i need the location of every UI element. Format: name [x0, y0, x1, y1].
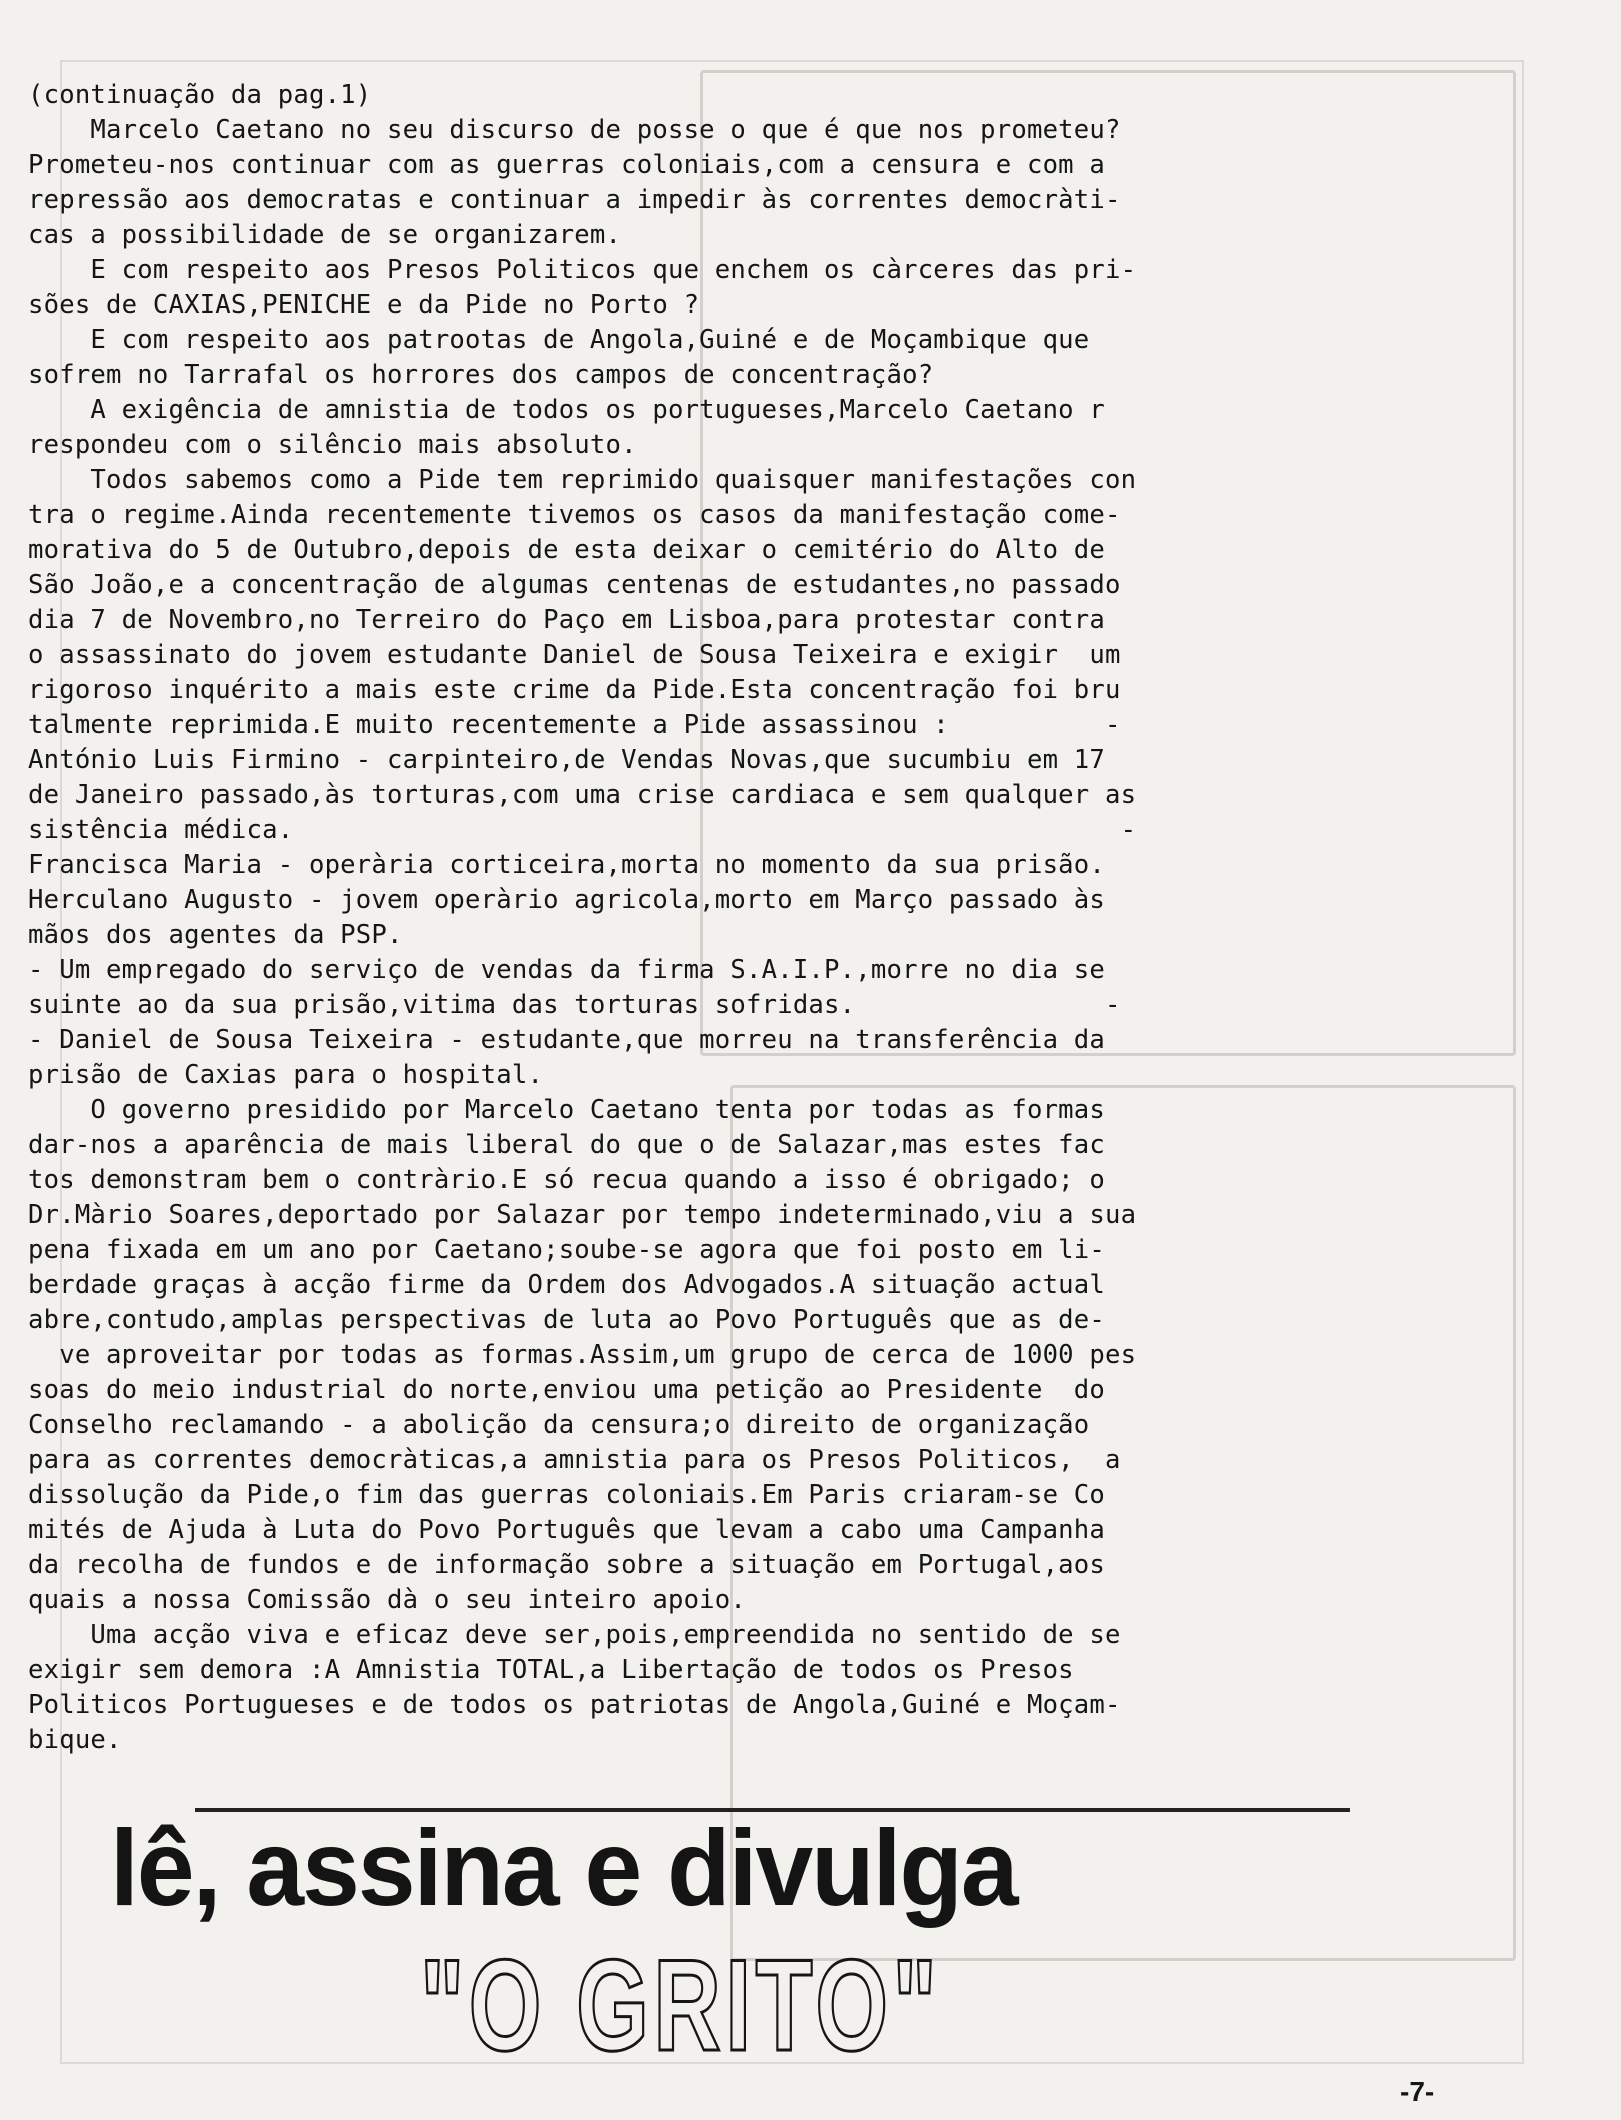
article-line: soas do meio industrial do norte,enviou uma petição ao Presidente do — [28, 1375, 1106, 1405]
article-line: São João,e a concentração de algumas centenas de estudantes,no passado — [28, 570, 1121, 600]
article-line: sões de CAXIAS,PENICHE e da Pide no Porto ? — [28, 290, 700, 320]
article-line: cas a possibilidade de se organizarem. — [28, 220, 622, 250]
article-line: da recolha de fundos e de informação sobre a situação em Portugal,aos — [28, 1550, 1106, 1580]
article-line: Conselho reclamando - a abolição da censura;o direito de organização — [28, 1410, 1090, 1440]
article-line: rigoroso inquérito a mais este crime da Pide.Esta concentração foi bru — [28, 675, 1121, 705]
article-line: Prometeu-nos continuar com as guerras coloniais,com a censura e com a — [28, 150, 1106, 180]
article-line: ve aproveitar por todas as formas.Assim,um grupo de cerca de 1000 pes — [28, 1340, 1137, 1370]
article-line: A exigência de amnistia de todos os portugueses,Marcelo Caetano r — [28, 395, 1106, 425]
article-line: sistência médica. - — [28, 815, 1137, 845]
article-line: - Um empregado do serviço de vendas da firma S.A.I.P.,morre no dia se — [28, 955, 1106, 985]
article-body — [28, 78, 1478, 1758]
article-line: dissolução da Pide,o fim das guerras coloniais.Em Paris criaram-se Co — [28, 1480, 1106, 1510]
article-line: Marcelo Caetano no seu discurso de posse o que é que nos prometeu? — [28, 115, 1121, 145]
article-line: (continuação da pag.1) — [28, 80, 372, 110]
article-line: para as correntes democràticas,a amnistia para os Presos Politicos, a — [28, 1445, 1121, 1475]
article-line: o assassinato do jovem estudante Daniel de Sousa Teixeira e exigir um — [28, 640, 1121, 670]
article-line: de Janeiro passado,às torturas,com uma crise cardiaca e sem qualquer as — [28, 780, 1137, 810]
article-line: - Daniel de Sousa Teixeira - estudante,que morreu na transferência da — [28, 1025, 1106, 1055]
article-line: morativa do 5 de Outubro,depois de esta deixar o cemitério do Alto de — [28, 535, 1106, 565]
article-line: suinte ao da sua prisão,vitima das torturas sofridas. - — [28, 990, 1121, 1020]
article-line: tra o regime.Ainda recentemente tivemos os casos da manifestação come- — [28, 500, 1121, 530]
article-line: exigir sem demora :A Amnistia TOTAL,a Libertação de todos os Presos — [28, 1655, 1074, 1685]
article-line: pena fixada em um ano por Caetano;soube-se agora que foi posto em li- — [28, 1235, 1106, 1265]
article-line: dar-nos a aparência de mais liberal do que o de Salazar,mas estes fac — [28, 1130, 1106, 1160]
article-line: prisão de Caxias para o hospital. — [28, 1060, 544, 1090]
article-line: dia 7 de Novembro,no Terreiro do Paço em Lisboa,para protestar contra — [28, 605, 1106, 635]
article-line: O governo presidido por Marcelo Caetano tenta por todas as formas — [28, 1095, 1106, 1125]
article-line: sofrem no Tarrafal os horrores dos campos de concentração? — [28, 360, 934, 390]
slogan-headline: lê, assina e divulga — [110, 1807, 1017, 1928]
article-line: E com respeito aos patrootas de Angola,Guiné e de Moçambique que — [28, 325, 1090, 355]
article-line: Uma acção viva e eficaz deve ser,pois,empreendida no sentido de se — [28, 1620, 1121, 1650]
article-line: tos demonstram bem o contràrio.E só recua quando a isso é obrigado; o — [28, 1165, 1106, 1195]
article-line: mités de Ajuda à Luta do Povo Português que levam a cabo uma Campanha — [28, 1515, 1106, 1545]
article-line: Herculano Augusto - jovem operàrio agricola,morto em Março passado às — [28, 885, 1106, 915]
newspaper-masthead: "O GRITO" — [420, 1932, 942, 2078]
page-number: -7- — [1400, 2076, 1435, 2107]
article-line: respondeu com o silêncio mais absoluto. — [28, 430, 637, 460]
article-line: repressão aos democratas e continuar a impedir às correntes democràti- — [28, 185, 1121, 215]
article-line: Francisca Maria - operària corticeira,morta no momento da sua prisão. — [28, 850, 1106, 880]
article-line: Todos sabemos como a Pide tem reprimido quaisquer manifestações con — [28, 465, 1137, 495]
article-line: quais a nossa Comissão dà o seu inteiro apoio. — [28, 1585, 747, 1615]
article-line: Politicos Portugueses e de todos os patriotas de Angola,Guiné e Moçam- — [28, 1690, 1121, 1720]
article-line: talmente reprimida.E muito recentemente a Pide assassinou : - — [28, 710, 1121, 740]
article-line: Dr.Màrio Soares,deportado por Salazar por tempo indeterminado,viu a sua — [28, 1200, 1137, 1230]
article-line: mãos dos agentes da PSP. — [28, 920, 403, 950]
article-line: abre,contudo,amplas perspectivas de luta ao Povo Português que as de- — [28, 1305, 1106, 1335]
article-line: E com respeito aos Presos Politicos que enchem os càrceres das pri- — [28, 255, 1137, 285]
article-line: bique. — [28, 1725, 122, 1755]
article-line: António Luis Firmino - carpinteiro,de Vendas Novas,que sucumbiu em 17 — [28, 745, 1106, 775]
article-line: berdade graças à acção firme da Ordem dos Advogados.A situação actual — [28, 1270, 1106, 1300]
